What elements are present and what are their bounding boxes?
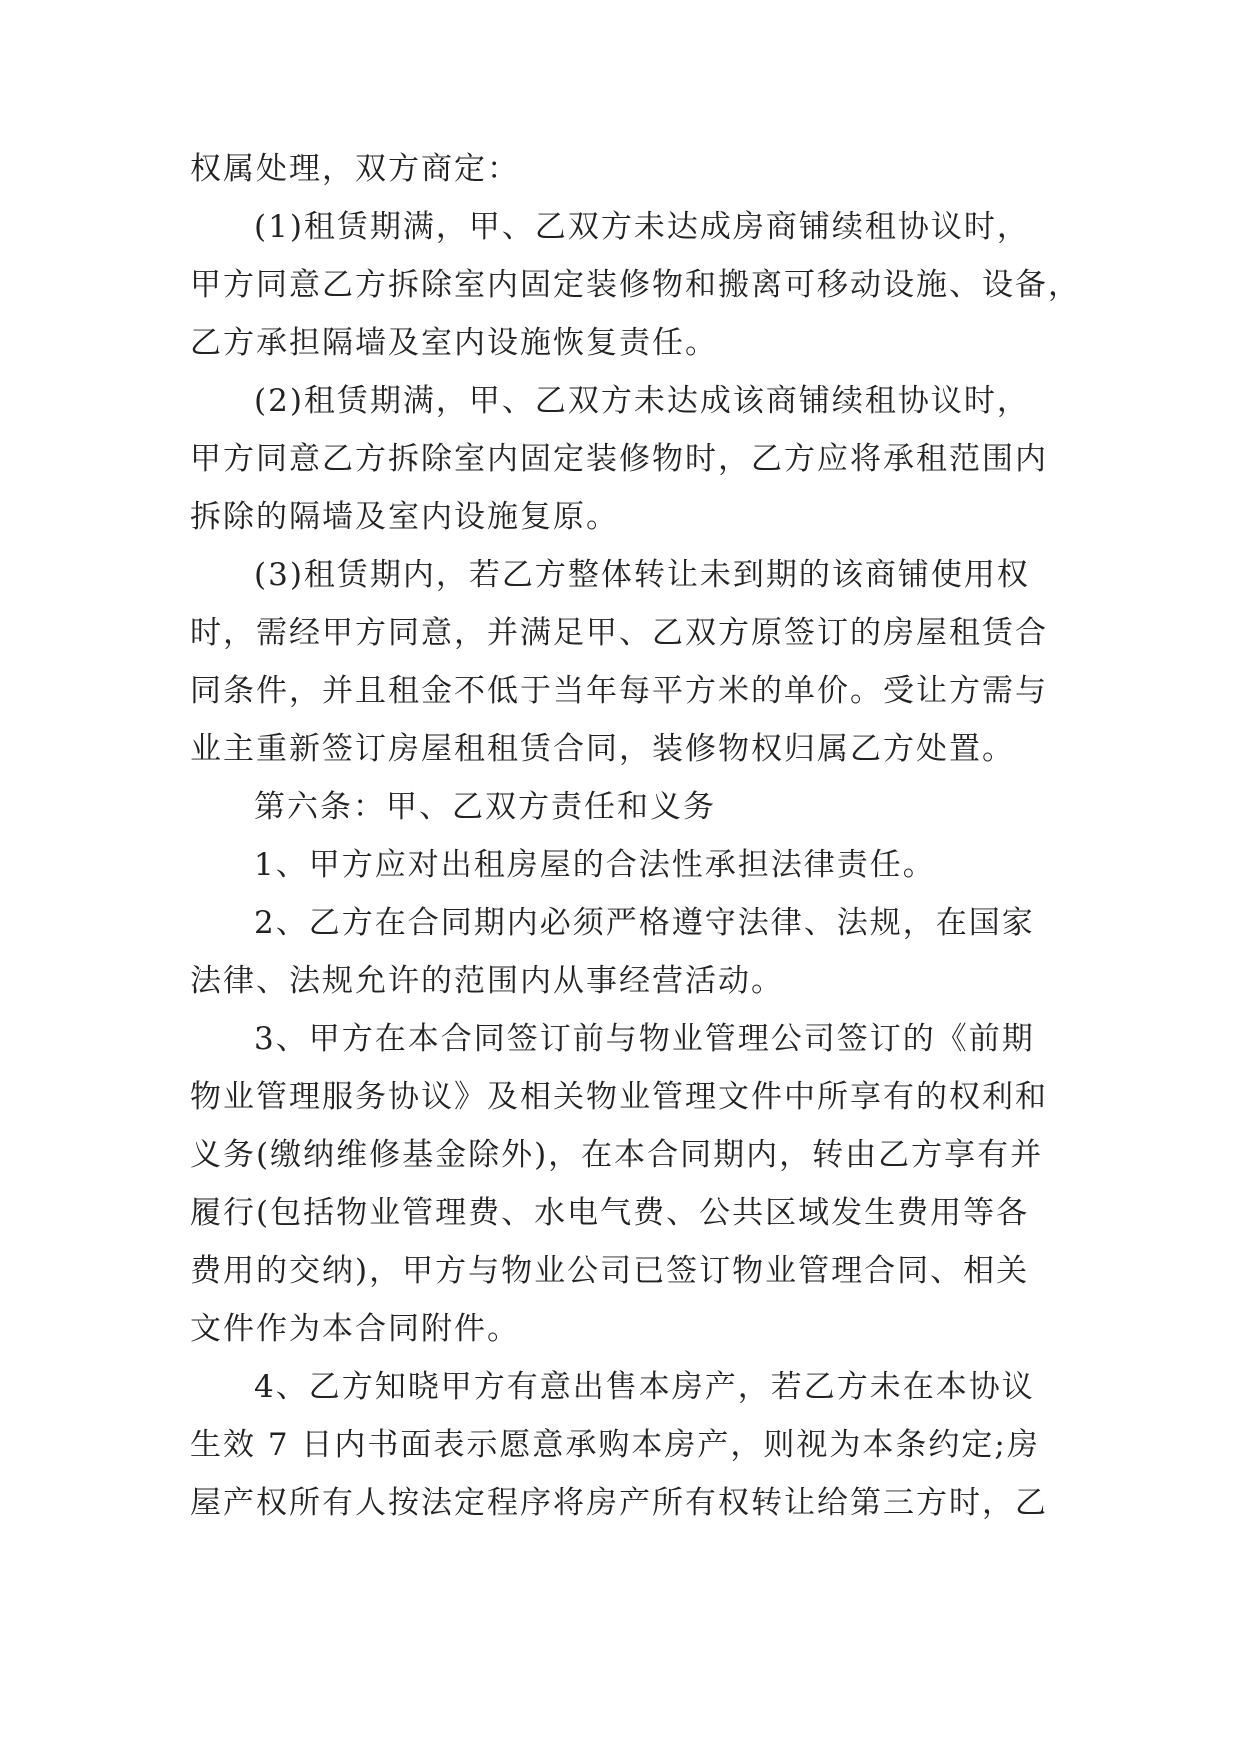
text-line: 履行(包括物业管理费、水电气费、公共区域发生费用等各 [190, 1195, 1030, 1231]
text-line: 甲方同意乙方拆除室内固定装修物和搬离可移动设施、设备， [190, 267, 1081, 303]
text-line: 时，需经甲方同意，并满足甲、乙双方原签订的房屋租赁合 [190, 615, 1048, 651]
text-line: (1)租赁期满，甲、乙双方未达成房商铺续租协议时， [254, 209, 1030, 245]
text-line: (2)租赁期满，甲、乙双方未达成该商铺续租协议时， [254, 383, 1030, 419]
text-line: 3、甲方在本合同签订前与物业管理公司签订的《前期 [254, 1021, 1035, 1057]
text-line: 法律、法规允许的范围内从事经营活动。 [190, 963, 784, 999]
text-line: 1、甲方应对出租房屋的合法性承担法律责任。 [254, 847, 936, 883]
text-line: 权属处理，双方商定： [190, 151, 520, 187]
text-line: 甲方同意乙方拆除室内固定装修物时，乙方应将承租范围内 [190, 441, 1048, 477]
section-heading: 第六条：甲、乙双方责任和义务 [254, 789, 716, 825]
text-line: 屋产权所有人按法定程序将房产所有权转让给第三方时，乙 [190, 1485, 1048, 1521]
text-line: 义务(缴纳维修基金除外)，在本合同期内，转由乙方享有并 [190, 1137, 1044, 1173]
text-line: 拆除的隔墙及室内设施复原。 [190, 499, 619, 535]
text-line: 业主重新签订房屋租租赁合同，装修物权归属乙方处置。 [190, 731, 1015, 767]
text-line: 同条件，并且租金不低于当年每平方米的单价。受让方需与 [190, 673, 1048, 709]
text-line: 费用的交纳)，甲方与物业公司已签订物业管理合同、相关 [190, 1253, 1030, 1289]
text-line: 乙方承担隔墙及室内设施恢复责任。 [190, 325, 718, 361]
text-line: 物业管理服务协议》及相关物业管理文件中所享有的权利和 [190, 1079, 1048, 1115]
text-line: 4、乙方知晓甲方有意出售本房产，若乙方未在本协议 [254, 1369, 1035, 1405]
text-line: (3)租赁期内，若乙方整体转让未到期的该商铺使用权 [254, 557, 1030, 593]
text-line: 生效 7 日内书面表示愿意承购本房产，则视为本条约定;房 [190, 1427, 1040, 1463]
document-body [190, 140, 1090, 1532]
text-line: 2、乙方在合同期内必须严格遵守法律、法规，在国家 [254, 905, 1035, 941]
text-line: 文件作为本合同附件。 [190, 1311, 520, 1347]
